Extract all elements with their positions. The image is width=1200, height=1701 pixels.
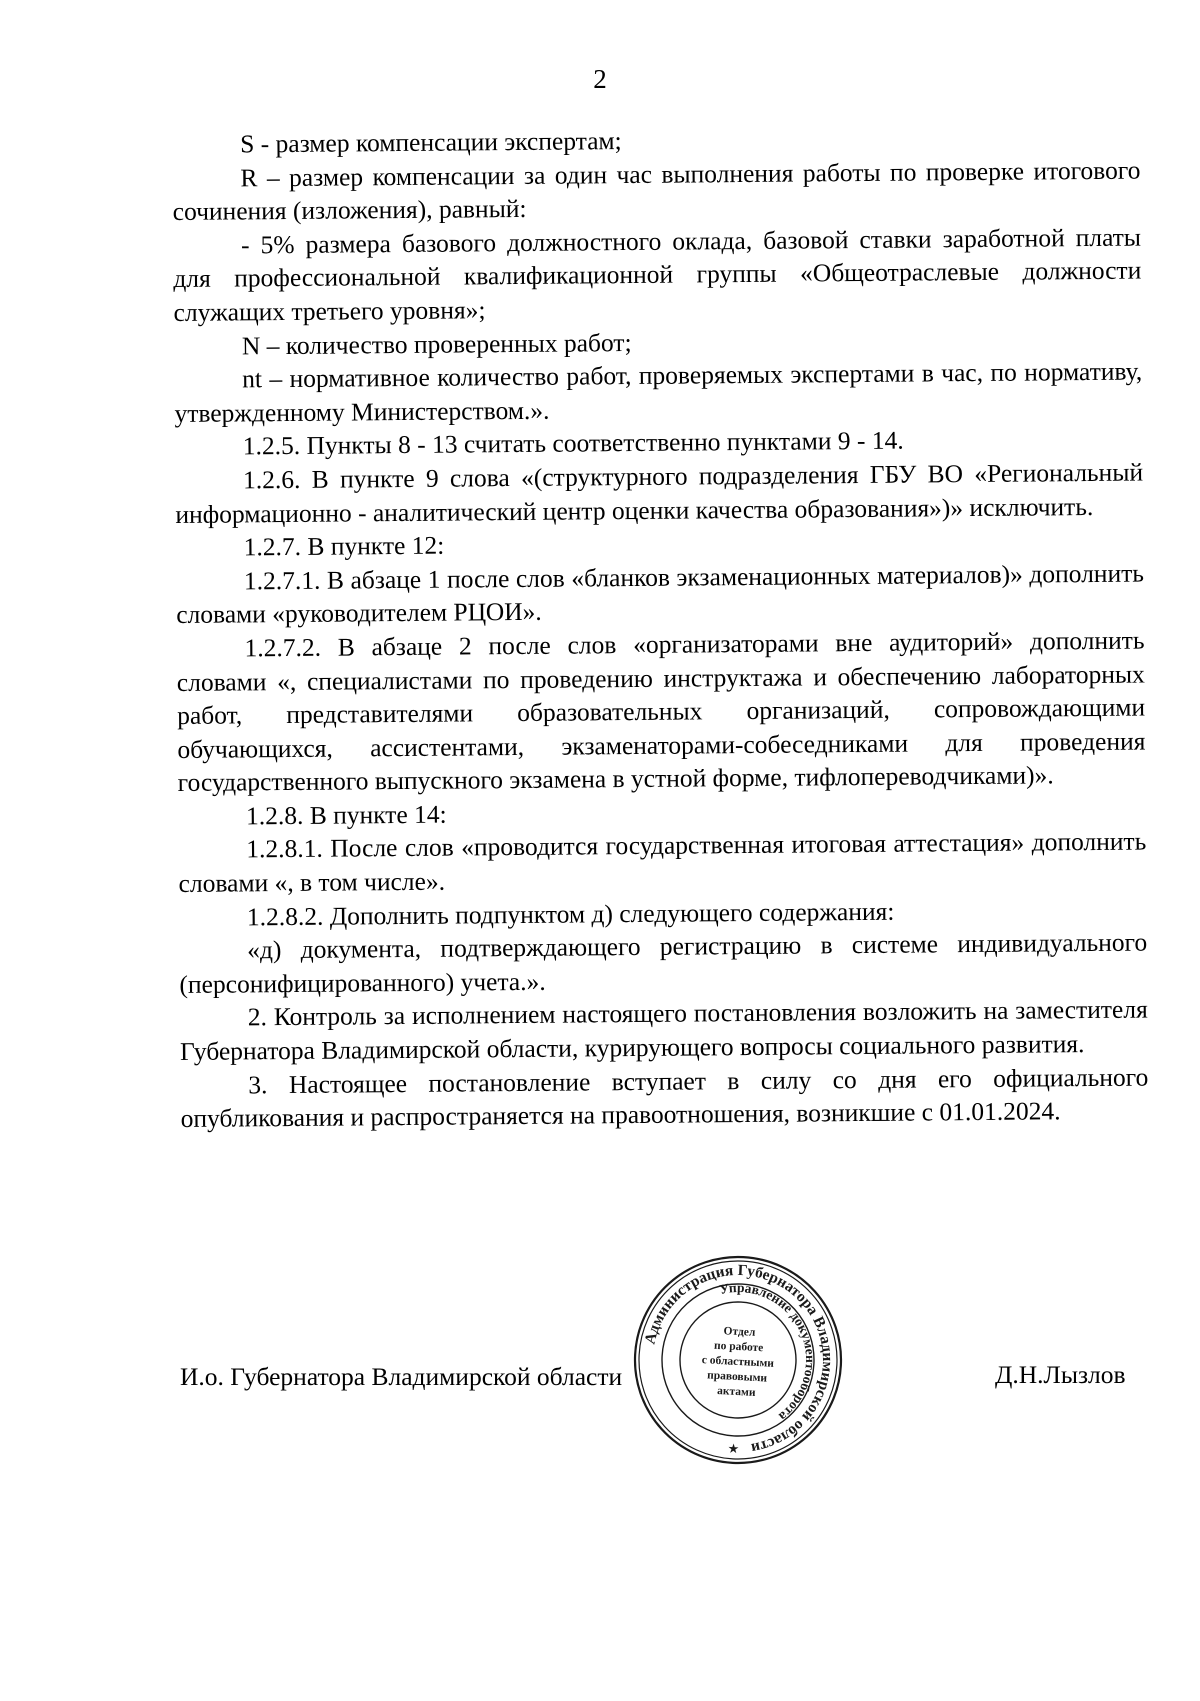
paragraph: 3. Настоящее постановление вступает в силу со дня его официального опубликования и распространяется на правоотношения, возникшие с 01.01.2024. bbox=[180, 1062, 1149, 1134]
signatory-position: И.о. Губернатора Владимирской области bbox=[180, 1362, 623, 1391]
paragraph: 1.2.8. В пункте 14: bbox=[245, 799, 447, 831]
seal-center-line: по работе bbox=[713, 1339, 764, 1355]
seal-star-icon: ★ bbox=[727, 1441, 740, 1458]
official-seal bbox=[626, 1248, 851, 1473]
paragraph: S - размер компенсации экспертам; bbox=[240, 126, 622, 159]
seal-center-line: актами bbox=[716, 1384, 756, 1399]
paragraph: 1.2.5. Пункты 8 - 13 считать соответственно пунктами 9 - 14. bbox=[242, 425, 904, 461]
paragraph: 1.2.7. В пункте 12: bbox=[243, 530, 445, 562]
paragraph: 1.2.8.1. После слов «проводится государственная итоговая аттестация» дополнить словами «, в том числе». bbox=[178, 826, 1147, 899]
paragraph: 1.2.8.2. Дополнить подпунктом д) следующего содержания: bbox=[246, 896, 895, 932]
seal-center-line: с областными bbox=[701, 1354, 775, 1370]
paragraph: N – количество проверенных работ; bbox=[241, 327, 632, 360]
paragraph: «д) документа, подтверждающего регистрацию в системе индивидуального (персонифицированного) учета.». bbox=[179, 927, 1148, 999]
paragraph: 1.2.7.2. В абзаце 2 после слов «организаторами вне аудиторий» дополнить словами «, специалистами по проведению инструктажа и обеспечению лабораторных работ, представителями образовательных организаций, сопровождающими обучающихся, ассистентами, экзаменаторами-собеседниками для проведения государственного выпускного экзамена в устной форме, тифлопереводчиками)». bbox=[176, 625, 1146, 798]
paragraph: 2. Контроль за исполнением настоящего постановления возложить на заместителя Губернатора Владимирской области, курирующего вопросы социального развития. bbox=[179, 994, 1148, 1066]
seal-center-line: правовыми bbox=[706, 1369, 768, 1385]
paragraph: R – размер компенсации за один час выполнения работы по проверке итогового сочинения (изложения), равный: bbox=[172, 155, 1141, 227]
paragraph: nt – нормативное количество работ, проверяемых экспертами в час, по нормативу, утвержденному Министерством.». bbox=[174, 356, 1143, 428]
paragraph: - 5% размера базового должностного оклада, базовой ставки заработной платы для профессиональной квалификационной группы «Общеотраслевые должности служащих третьего уровня»; bbox=[173, 222, 1142, 327]
document-body bbox=[172, 120, 1149, 1136]
seal-ring-text: Администрация Губернатора Владимирской области bbox=[641, 1261, 837, 1457]
seal-center-line: Отдел bbox=[723, 1325, 756, 1339]
seal-graphic bbox=[626, 1248, 851, 1473]
paragraph: 1.2.7.1. В абзаце 1 после слов «бланков экзаменационных материалов)» дополнить словами «руководителем РЦОИ». bbox=[176, 558, 1145, 630]
page-number: 2 bbox=[593, 64, 607, 94]
signatory-name: Д.Н.Лызлов bbox=[995, 1360, 1126, 1389]
paragraph: 1.2.6. В пункте 9 слова «(структурного подразделения ГБУ ВО «Региональный информационно - аналитический центр оценки качества образования»)» исключить. bbox=[175, 457, 1144, 529]
seal-inner-ring-text: Управление документооборота bbox=[718, 1279, 819, 1425]
